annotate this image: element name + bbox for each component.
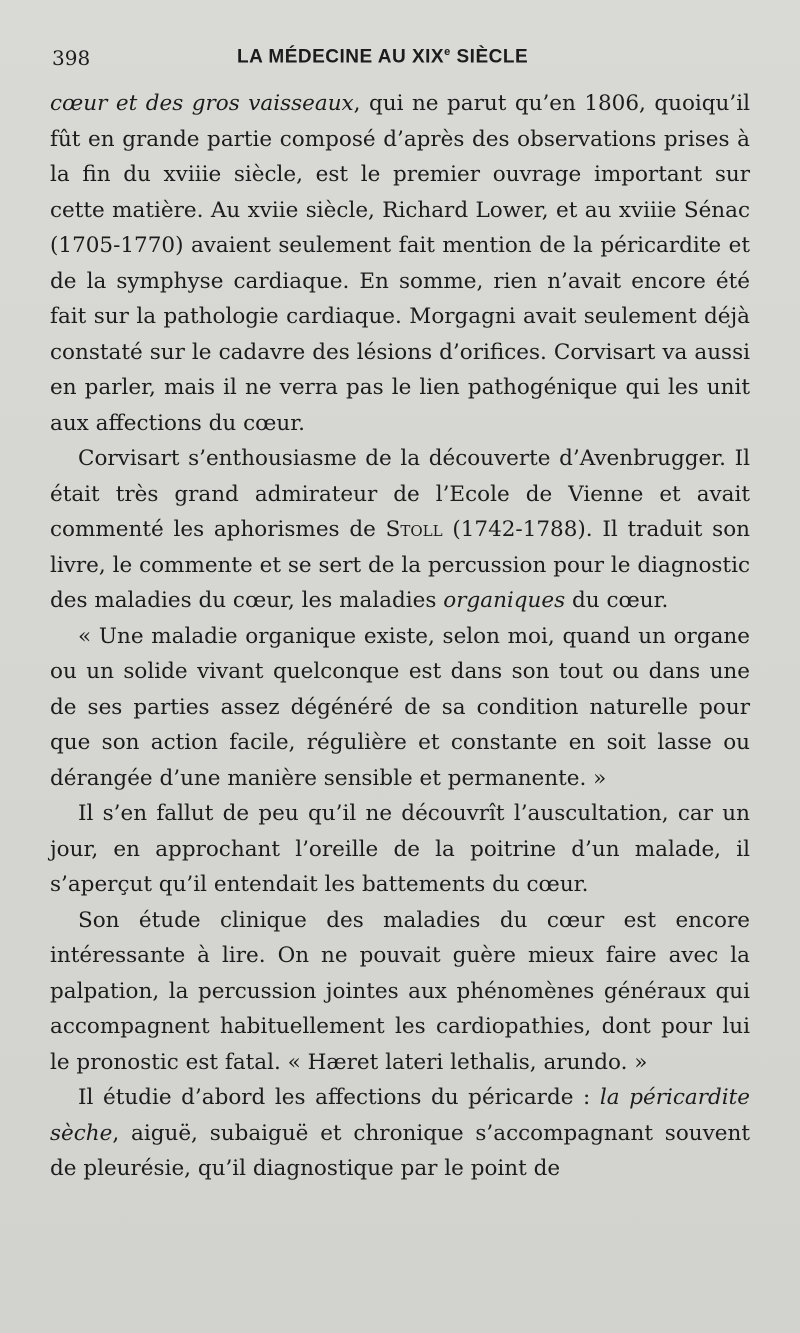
italic-word: organiques	[443, 588, 566, 613]
paragraph-5: Son étude clinique des maladies du cœur est encore intéressante à lire. On ne pouvait guère mieux faire avec la palpation, la percussion jointes aux phénomènes généraux qui accompagnent habituellement les cardiopathies, dont pour lui le pronostic est fatal. « Hæret lateri lethalis, arundo. »	[50, 907, 750, 1075]
running-head	[237, 46, 528, 68]
paragraph-2	[50, 441, 750, 619]
paragraph-2-text-b: (1742-1788). Il traduit son livre, le commente et se sert de la percussion pour le diagnostic des maladies du cœur, les maladies	[50, 517, 751, 613]
running-head-end: SIÈCLE	[450, 46, 529, 68]
page-header	[52, 42, 752, 72]
paragraph-6-text-b: , aiguë, subaiguë et chronique s’accompagnant souvent de pleurésie, qu’il diagnostique par le point de	[50, 1120, 750, 1181]
paragraph-2-text-c: du cœur.	[565, 588, 669, 613]
paragraph-1-text: , qui ne parut qu’en 1806, quoiqu’il fût en grande partie composé d’après des observations prises à la fin du xviiie siècle, est le premier ouvrage important sur cette matière. Au xviie siècle, Richard Lower, et au xviiie Sénac (1705-1770) avaient seulement fait mention de la péricardite et de la symphyse cardiaque. En somme, rien n’avait encore été fait sur la pathologie cardiaque. Morgagni avait seulement déjà constaté sur le cadavre des lésions d’orifices. Corvisart va aussi en parler, mais il ne verra pas le lien pathogénique qui les unit aux affections du cœur.	[50, 91, 750, 436]
italic-title: cœur et des gros vaisseaux	[50, 91, 354, 116]
running-head-superscript: e	[444, 46, 451, 58]
paragraph-2-text-a: Corvisart s’enthousiasme de la découverte d’Avenbrugger. Il était très grand admirateur de l’Ecole de Vienne et avait commenté les aphorismes de	[50, 446, 750, 542]
paragraph-1	[50, 86, 750, 441]
italic-term: la péricardite sèche	[50, 1085, 751, 1146]
running-head-text: LA MÉDECINE AU XIX	[237, 46, 445, 68]
page-body	[50, 86, 750, 1187]
page-number: 398	[52, 46, 91, 70]
paragraph-3-quote: « Une maladie organique existe, selon moi, quand un organe ou un solide vivant quelconque est dans son tout ou dans une de ses parties assez dégénéré de sa condition naturelle pour que son action facile, régulière et constante en soit lasse ou dérangée d’une manière sensible et permanente. »	[50, 623, 750, 791]
paragraph-4: Il s’en fallut de peu qu’il ne découvrît l’auscultation, car un jour, en approchant l’oreille de la poitrine d’un malade, il s’aperçut qu’il entendait les battements du cœur.	[50, 801, 750, 897]
paragraph-6-text-a: Il étudie d’abord les affections du péricarde :	[78, 1085, 600, 1110]
paragraph-6	[50, 1080, 750, 1187]
author-name-smallcaps: Stoll	[385, 517, 443, 542]
